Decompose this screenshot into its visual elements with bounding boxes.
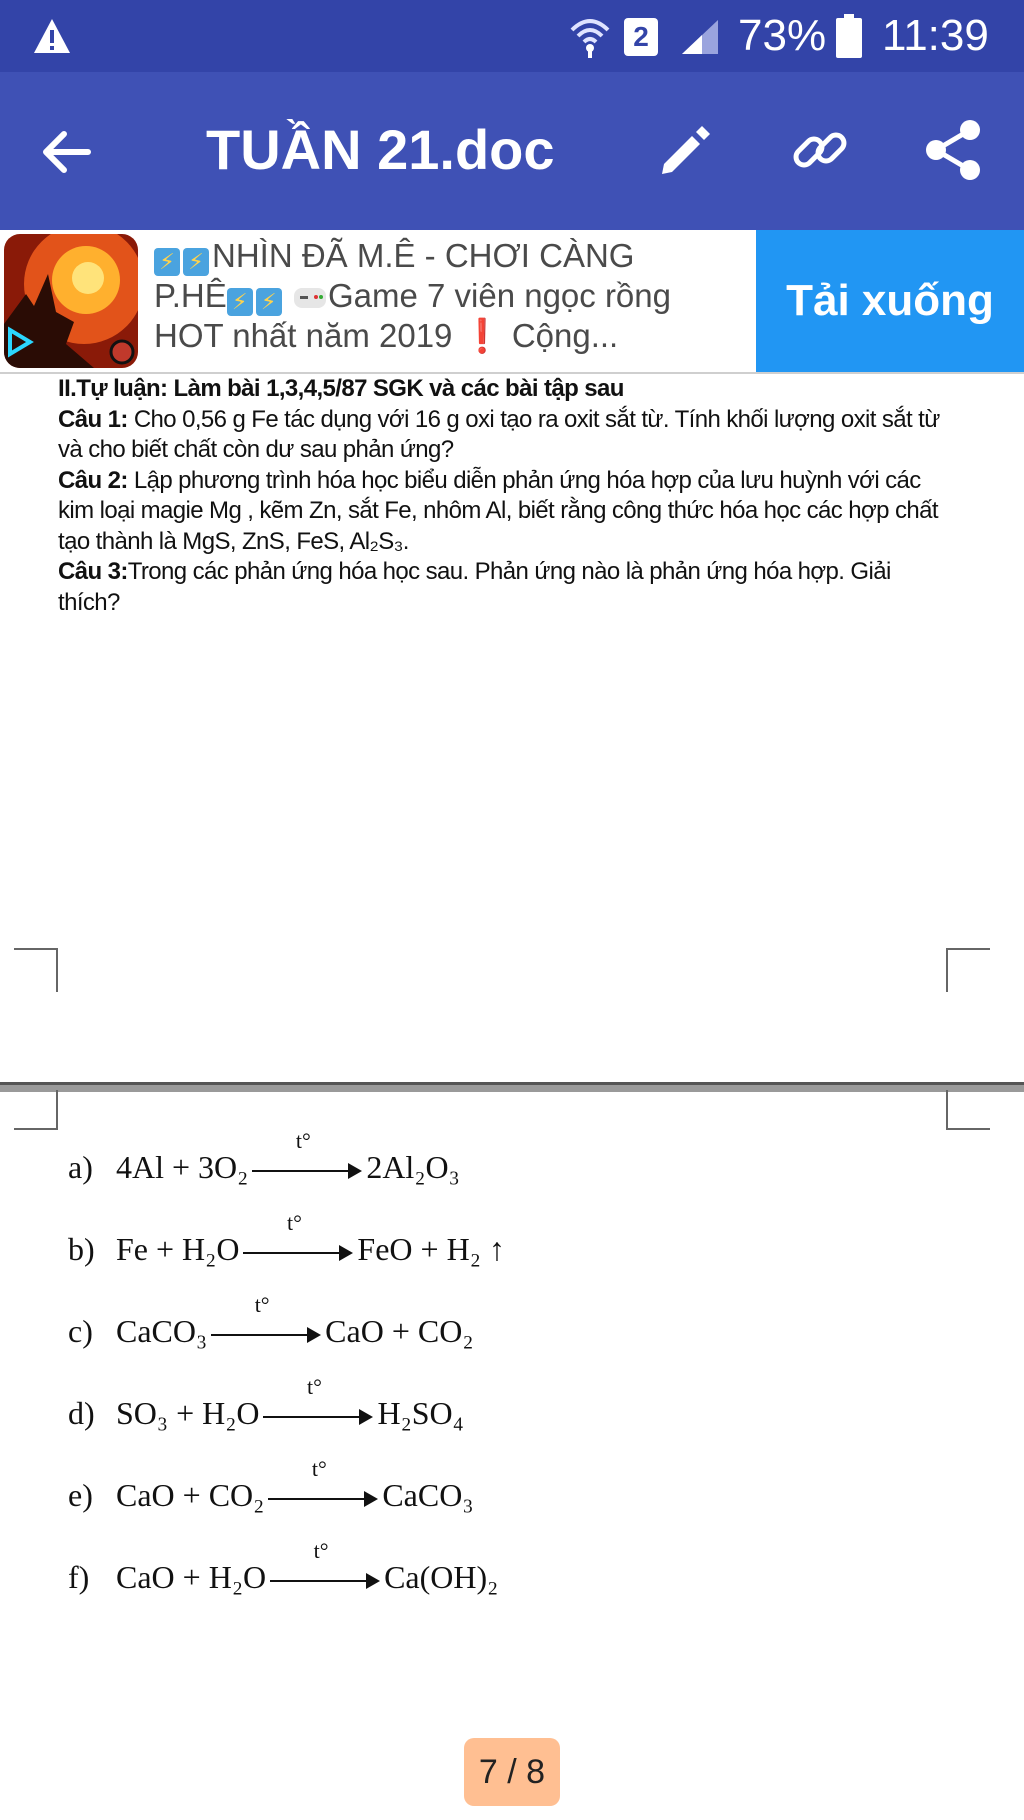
reaction-arrow-icon: t° bbox=[211, 1316, 321, 1346]
ad-description[interactable] bbox=[154, 236, 744, 356]
reaction-arrow-icon: t° bbox=[268, 1480, 378, 1510]
lightning-icon: ⚡ bbox=[256, 288, 282, 316]
crop-mark-top-right bbox=[946, 948, 990, 992]
ad-line-2b: Game 7 viên ngọc rồng bbox=[327, 277, 671, 314]
ad-line-3: HOT nhất năm 2019 ❗ Cộng... bbox=[154, 317, 619, 354]
question-1: Câu 1: Cho 0,56 g Fe tác dụng với 16 g oxi tạo ra oxit sắt từ. Tính khối lượng oxit sắt từ và cho biết chất còn dư sau phản ứng? bbox=[58, 405, 940, 463]
signal-icon bbox=[680, 18, 720, 56]
reaction-arrow-icon: t° bbox=[243, 1234, 353, 1264]
document-title: TUẦN 21.doc bbox=[206, 118, 555, 181]
sim-icon: 2 bbox=[624, 18, 658, 56]
equation-row: a) 4Al + 3O₂ t° 2Al₂O₃ bbox=[68, 1128, 460, 1185]
equation-row: b) Fe + H₂O t° FeO + H₂ ↑ bbox=[68, 1210, 505, 1267]
document-page-text bbox=[58, 374, 958, 618]
crop-mark-top-left bbox=[14, 948, 58, 992]
reaction-arrow-icon: t° bbox=[252, 1152, 362, 1182]
crop-mark-bottom-left bbox=[14, 1090, 58, 1130]
page-indicator: 7 / 8 bbox=[464, 1738, 560, 1806]
wifi-icon bbox=[568, 14, 612, 58]
equation-row: e) CaO + CO₂ t° CaCO₃ bbox=[68, 1456, 474, 1513]
question-3: Câu 3:Trong các phản ứng hóa học sau. Phản ứng nào là phản ứng hóa hợp. Giải thích? bbox=[58, 558, 891, 616]
pencil-icon[interactable] bbox=[652, 120, 712, 180]
app-bar bbox=[0, 72, 1024, 230]
equation-row: d) SO₃ + H₂O t° H₂SO₄ bbox=[68, 1374, 464, 1431]
equation-list bbox=[68, 1126, 505, 1618]
ad-line-2a: P.HÊ bbox=[154, 277, 227, 314]
reaction-arrow-icon: t° bbox=[263, 1398, 373, 1428]
ad-banner[interactable] bbox=[0, 230, 1024, 374]
crop-mark-bottom-right bbox=[946, 1090, 990, 1130]
battery-percentage: 73% bbox=[738, 11, 827, 60]
equation-row: c) CaCO₃ t° CaO + CO₂ bbox=[68, 1292, 474, 1349]
status-clock: 11:39 bbox=[882, 11, 989, 60]
lightning-icon: ⚡ bbox=[227, 288, 253, 316]
game-app-icon[interactable] bbox=[4, 234, 138, 368]
lightning-icon: ⚡ bbox=[154, 248, 180, 276]
gamepad-icon bbox=[294, 288, 326, 308]
warning-icon bbox=[32, 17, 72, 55]
status-bar bbox=[0, 0, 1024, 72]
reaction-arrow-icon: t° bbox=[270, 1562, 380, 1592]
battery-icon bbox=[836, 14, 862, 58]
share-icon[interactable] bbox=[922, 118, 986, 182]
page-divider bbox=[0, 1082, 1024, 1092]
question-2: Câu 2: Lập phương trình hóa học biểu diễn phản ứng hóa hợp của lưu huỳnh với các kim loại magie Mg , kẽm Zn, sắt Fe, nhôm Al, biết rằng công thức hóa học các hợp chất tạo thành là MgS, ZnS, FeS, Al₂S₃. bbox=[58, 466, 938, 555]
lightning-icon: ⚡ bbox=[183, 248, 209, 276]
section-heading: II.Tự luận: Làm bài 1,3,4,5/87 SGK và các bài tập sau bbox=[58, 375, 624, 402]
equation-row: f) CaO + H₂O t° Ca(OH)₂ bbox=[68, 1538, 499, 1595]
download-button[interactable]: Tải xuống bbox=[756, 230, 1024, 372]
link-icon[interactable] bbox=[790, 120, 850, 180]
ad-line-1: NHÌN ĐÃ M.Ê - CHƠI CÀNG bbox=[212, 237, 635, 274]
back-arrow-icon[interactable] bbox=[38, 124, 94, 180]
